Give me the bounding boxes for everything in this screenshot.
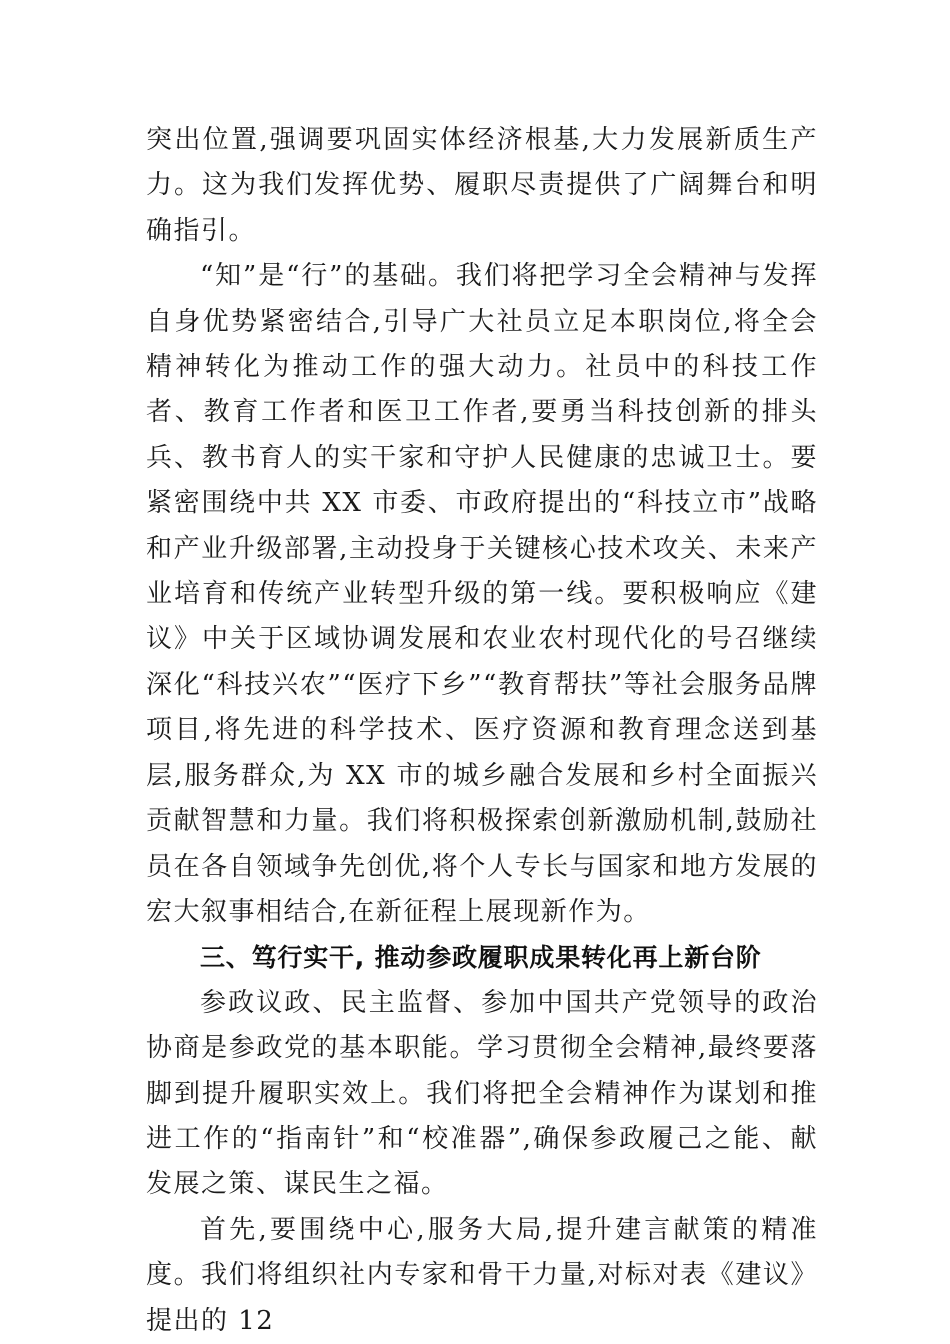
paragraph-continuation: 突出位置,强调要巩固实体经济根基,大力发展新质生产力。这为我们发挥优势、履职尽责提供了广阔舞台和明确指引。 — [146, 125, 818, 246]
section-heading-three: 三、笃行实干, 推动参政履职成果转化再上新台阶 — [200, 943, 762, 973]
paragraph-knowledge-action: “知”是“行”的基础。我们将把学习全会精神与发挥自身优势紧密结合,引导广大社员立足本职岗位,将全会精神转化为推动工作的强大动力。社员中的科技工作者、教育工作者和医卫工作者,要勇当科技创新的排头兵、教书育人的实干家和守护人民健康的忠诚卫士。要紧密围绕中共 XX 市委、市政府提出的“科技立市”战略和产业升级部署,主动投身于关键核心技术攻关、未来产业培育和传统产业转型升级的第一线。要积极响应《建议》中关于区域协调发展和农业农村现代化的号召继续深化“科技兴农”“医疗下乡”“教育帮扶”等社会服务品牌项目,将先进的科学技术、医疗资源和教育理念送到基层,服务群众,为 XX 市的城乡融合发展和乡村全面振兴贡献智慧和力量。我们将积极探索创新激励机制,鼓励社员在各自领域争先创优,将个人专长与国家和地方发展的宏大叙事相结合,在新征程上展现新作为。 — [146, 261, 818, 927]
paragraph-duties: 参政议政、民主监督、参加中国共产党领导的政治协商是参政党的基本职能。学习贯彻全会精神,最终要落脚到提升履职实效上。我们将把全会精神作为谋划和推进工作的“指南针”和“校准器”,确保参政履己之能、献发展之策、谋民生之福。 — [146, 987, 818, 1200]
document-body — [146, 118, 818, 1344]
paragraph-first-point: 首先,要围绕中心,服务大局,提升建言献策的精准度。我们将组织社内专家和骨干力量,对标对表《建议》提出的 12 — [146, 1214, 818, 1336]
